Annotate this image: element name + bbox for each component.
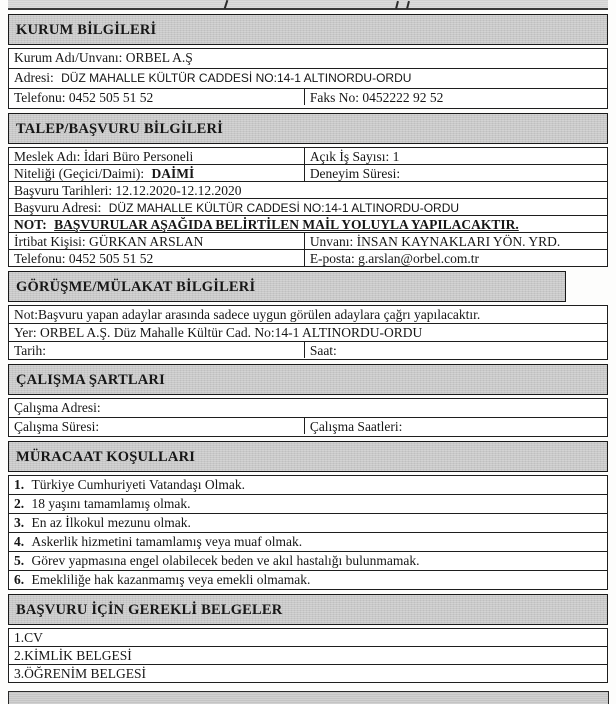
table-row xyxy=(8,48,608,69)
item-number: 3. xyxy=(14,515,25,530)
item-text: Emekliliğe hak kazanmamış veya emekli olmamak. xyxy=(31,572,311,587)
cutoff-bottom-section-header xyxy=(8,691,609,704)
field-text: Çalışma Adresi: xyxy=(14,400,101,415)
section-header-gorusme-mulakat xyxy=(8,271,566,302)
field-yer xyxy=(9,324,607,340)
section-talep-basvuru-bilgileri xyxy=(8,113,608,267)
field-label: Niteliği (Geçici/Daimi): xyxy=(14,166,145,181)
field-text: Meslek Adı: İdari Büro Personeli xyxy=(14,149,194,164)
section-kurum-bilgileri xyxy=(8,14,608,109)
cutoff-text-fragment xyxy=(224,0,229,9)
item-number: 1. xyxy=(14,477,25,492)
field-value: DÜZ MAHALLE KÜLTÜR CADDESİ NO:14-1 ALTINORDU-ORDU xyxy=(61,71,412,85)
field-text: Açık İş Sayısı: 1 xyxy=(309,149,400,164)
requirement-item-2 xyxy=(9,495,607,511)
item-text: 2.KİMLİK BELGESİ xyxy=(14,648,132,663)
table-row xyxy=(8,215,608,233)
section-gerekli-belgeler xyxy=(8,594,608,683)
section-header-kurum-bilgileri xyxy=(8,14,608,45)
item-text: 3.ÖĞRENİM BELGESİ xyxy=(14,666,146,681)
item-number: 5. xyxy=(14,553,25,568)
field-label: Adresi: xyxy=(14,70,54,85)
table-row xyxy=(8,249,608,267)
document-item-3 xyxy=(9,665,607,681)
note-mulakat xyxy=(9,306,607,322)
table-row xyxy=(8,532,608,552)
table-row xyxy=(8,570,608,590)
field-text: Not:Başvuru yapan adaylar arasında sadece uygun görülen adaylara çağrı yapılacaktır. xyxy=(14,307,481,322)
table-row xyxy=(8,68,608,89)
field-text: Faks No: 0452222 92 52 xyxy=(309,90,444,105)
item-text: En az İlkokul mezunu olmak. xyxy=(31,515,191,530)
field-text: İrtibat Kişisi: GÜRKAN ARSLAN xyxy=(14,234,204,249)
table-row xyxy=(8,147,608,165)
section-title: TALEP/BAŞVURU BİLGİLERİ xyxy=(16,121,223,137)
section-rows xyxy=(8,628,608,683)
field-basvuru-tarihleri xyxy=(9,182,607,198)
table-row xyxy=(8,232,608,250)
section-header-muracaat-kosullari xyxy=(8,441,608,472)
item-text: 18 yaşını tamamlamış olmak. xyxy=(31,496,191,511)
section-gorusme-mulakat-bilgileri xyxy=(8,271,608,360)
item-number: 4. xyxy=(14,534,25,549)
note-text: BAŞVURULAR AŞAĞIDA BELİRTİLEN MAİL YOLUYLA YAPILACAKTIR. xyxy=(54,217,519,232)
requirement-item-4 xyxy=(9,533,607,549)
table-row xyxy=(8,88,608,109)
section-rows xyxy=(8,475,608,590)
field-eposta xyxy=(304,250,607,266)
cutoff-text-fragment xyxy=(395,1,399,9)
table-row xyxy=(8,198,608,216)
field-text: Telefonu: 0452 505 51 52 xyxy=(14,251,154,266)
section-title: KURUM BİLGİLERİ xyxy=(16,22,157,38)
field-telefonu-2 xyxy=(9,250,304,266)
field-value: DÜZ MAHALLE KÜLTÜR CADDESİ NO:14-1 ALTINORDU-ORDU xyxy=(108,201,460,215)
table-row xyxy=(8,475,608,495)
form-table xyxy=(8,0,608,683)
field-text: Çalışma Saatleri: xyxy=(309,419,403,434)
field-unvani xyxy=(304,233,607,249)
field-acik-is-sayisi xyxy=(304,148,607,164)
table-row xyxy=(8,646,608,665)
requirement-item-3 xyxy=(9,514,607,530)
field-text: E-posta: g.arslan@orbel.com.tr xyxy=(309,251,479,266)
note-prefix: NOT: xyxy=(14,217,47,232)
field-niteligi xyxy=(9,165,304,181)
section-calisma-sartlari xyxy=(8,364,608,437)
requirement-item-5 xyxy=(9,552,607,568)
section-title: MÜRACAAT KOŞULLARI xyxy=(16,449,196,465)
table-row xyxy=(8,628,608,647)
field-faks-no xyxy=(304,89,607,105)
item-number: 6. xyxy=(14,572,25,587)
section-title: ÇALIŞMA ŞARTLARI xyxy=(16,372,165,388)
field-value: DAİMİ xyxy=(151,166,195,181)
field-text: Unvanı: İNSAN KAYNAKLARI YÖN. YRD. xyxy=(309,234,561,249)
item-number: 2. xyxy=(14,496,25,511)
field-text: Deneyim Süresi: xyxy=(309,166,401,181)
field-deneyim-suresi xyxy=(304,165,607,181)
field-text: Tarih: xyxy=(14,343,47,358)
field-text: Çalışma Süresi: xyxy=(14,419,100,434)
field-telefonu xyxy=(9,89,304,105)
table-row xyxy=(8,417,608,437)
section-rows xyxy=(8,147,608,267)
table-row xyxy=(8,398,608,418)
field-basvuru-adresi xyxy=(9,199,607,216)
field-adresi xyxy=(9,69,607,86)
requirement-item-6 xyxy=(9,571,607,587)
field-calisma-saatleri xyxy=(304,418,607,434)
item-text: Türkiye Cumhuriyeti Vatandaşı Olmak. xyxy=(31,477,245,492)
field-text: Başvuru Tarihleri: 12.12.2020-12.12.2020 xyxy=(14,183,242,198)
cutoff-text-fragment xyxy=(406,1,410,9)
document-item-2 xyxy=(9,647,607,663)
table-row xyxy=(8,164,608,182)
field-tarih xyxy=(9,342,304,358)
table-row xyxy=(8,494,608,514)
section-title: BAŞVURU İÇİN GEREKLİ BELGELER xyxy=(16,602,283,618)
table-row xyxy=(8,305,608,324)
field-label: Başvuru Adresi: xyxy=(14,200,102,215)
section-rows xyxy=(8,398,608,437)
field-meslek-adi xyxy=(9,148,304,164)
table-row xyxy=(8,551,608,571)
section-title: GÖRÜŞME/MÜLAKAT BİLGİLERİ xyxy=(16,279,256,295)
field-text: Yer: ORBEL A.Ş. Düz Mahalle Kültür Cad. No:14-1 ALTINORDU-ORDU xyxy=(14,325,423,340)
field-text: Saat: xyxy=(309,343,337,358)
document-item-1 xyxy=(9,629,607,645)
table-row xyxy=(8,341,608,360)
table-row xyxy=(8,181,608,199)
field-text: Kurum Adı/Unvanı: ORBEL A.Ş xyxy=(14,50,193,65)
section-rows xyxy=(8,305,608,360)
item-text: Askerlik hizmetini tamamlamış veya muaf olmak. xyxy=(31,534,303,549)
table-row xyxy=(8,664,608,683)
requirement-item-1 xyxy=(9,476,607,492)
table-row xyxy=(8,513,608,533)
field-saat xyxy=(304,342,607,358)
table-row xyxy=(8,323,608,342)
section-rows xyxy=(8,48,608,109)
note-basvuru-mail xyxy=(9,216,607,232)
item-text: 1.CV xyxy=(14,630,43,645)
cutoff-top-strip xyxy=(8,0,608,10)
field-kurum-adi-unvani xyxy=(9,49,607,65)
field-irtibat-kisisi xyxy=(9,233,304,249)
item-text: Görev yapmasına engel olabilecek beden ve akıl hastalığı bulunmamak. xyxy=(31,553,420,568)
field-calisma-suresi xyxy=(9,418,304,434)
section-muracaat-kosullari xyxy=(8,441,608,590)
section-header-gerekli-belgeler xyxy=(8,594,608,625)
section-header-talep-basvuru xyxy=(8,113,608,144)
field-calisma-adresi xyxy=(9,399,607,415)
field-text: Telefonu: 0452 505 51 52 xyxy=(14,90,154,105)
section-header-calisma-sartlari xyxy=(8,364,608,395)
